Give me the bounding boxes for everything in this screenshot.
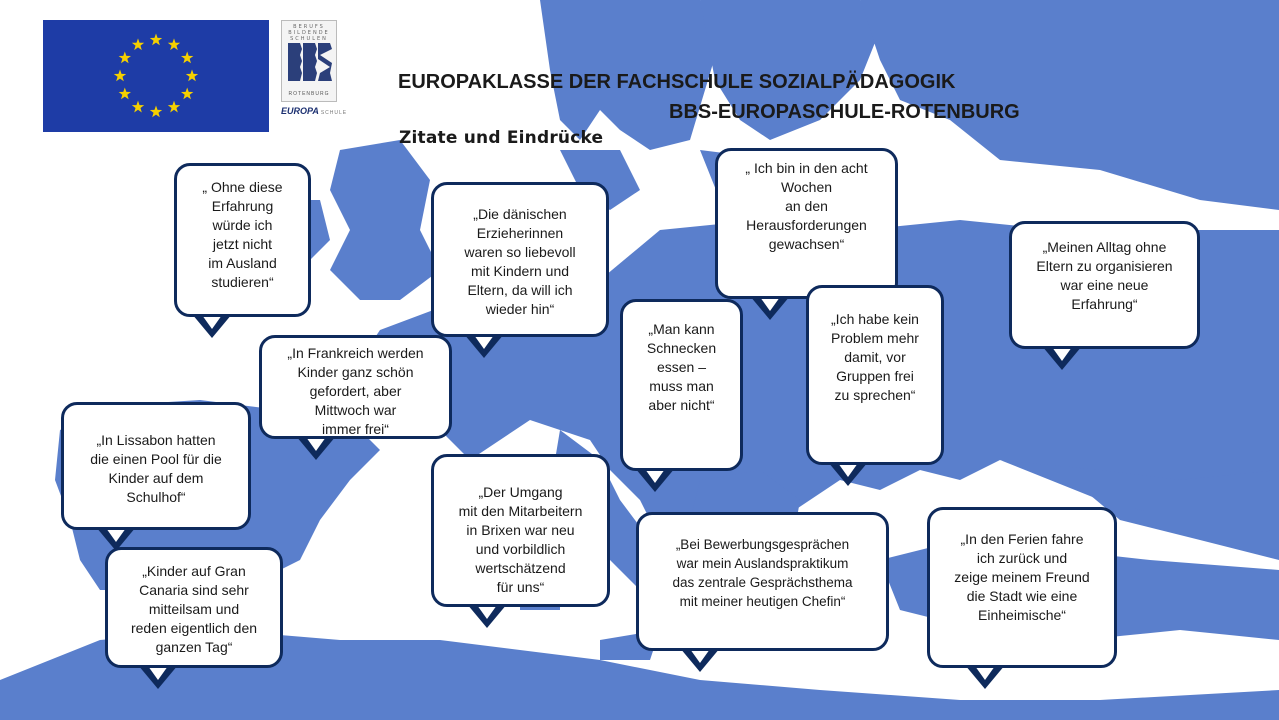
page-title-line-2: BBS-EUROPASCHULE-ROTENBURG — [669, 101, 1020, 123]
quote-bubble-frankreich: „In Frankreich werden Kinder ganz schön gefordert, aber Mittwoch war immer frei“ — [259, 335, 452, 439]
logo-europa-text — [281, 106, 348, 116]
quote-bubble-ferien: „In den Ferien fahre ich zurück und zeige meinem Freund die Stadt wie eine Einheimische“ — [927, 507, 1117, 668]
quote-bubble-bewerbung: „Bei Bewerbungsgesprächen war mein Auslandspraktikum das zentrale Gesprächsthema mit meiner heutigen Chefin“ — [636, 512, 889, 651]
logo-bbs-mark — [286, 41, 334, 89]
quote-bubble-gruppen: „Ich habe kein Problem mehr damit, vor Gruppen frei zu sprechen“ — [806, 285, 944, 465]
eu-flag-icon — [43, 20, 269, 132]
page-title-line-1: EUROPAKLASSE DER FACHSCHULE SOZIALPÄDAGOGIK — [398, 71, 956, 93]
logo-bottom-text: ROTENBURG — [288, 91, 330, 97]
quote-bubble-acht-wochen: „ Ich bin in den acht Wochen an den Herausforderungen gewachsen“ — [715, 148, 898, 299]
quote-bubble-gran-canaria: „Kinder auf Gran Canaria sind sehr mitteilsam und reden eigentlich den ganzen Tag“ — [105, 547, 283, 668]
logo-europa-word: EUROPA — [281, 106, 319, 116]
page-subtitle: Zitate und Eindrücke — [399, 128, 604, 148]
quote-bubble-brixen: „Der Umgang mit den Mitarbeitern in Brixen war neu und vorbildlich wertschätzend für uns“ — [431, 454, 610, 607]
quote-bubble-alltag: „Meinen Alltag ohne Eltern zu organisieren war eine neue Erfahrung“ — [1009, 221, 1200, 349]
bbs-school-logo — [281, 20, 348, 128]
quote-bubble-lissabon: „In Lissabon hatten die einen Pool für die Kinder auf dem Schulhof“ — [61, 402, 251, 530]
logo-box — [281, 20, 337, 102]
quote-bubble-daenemark: „Die dänischen Erzieherinnen waren so liebevoll mit Kindern und Eltern, da will ich wieder hin“ — [431, 182, 609, 337]
logo-europa-suffix: SCHULE — [320, 110, 348, 116]
quote-bubble-schnecken: „Man kann Schnecken essen – muss man aber nicht“ — [620, 299, 743, 471]
logo-top-text: BERUFS BILDENDE SCHULEN — [288, 24, 330, 42]
quote-bubble-ausland: „ Ohne diese Erfahrung würde ich jetzt nicht im Ausland studieren“ — [174, 163, 311, 317]
